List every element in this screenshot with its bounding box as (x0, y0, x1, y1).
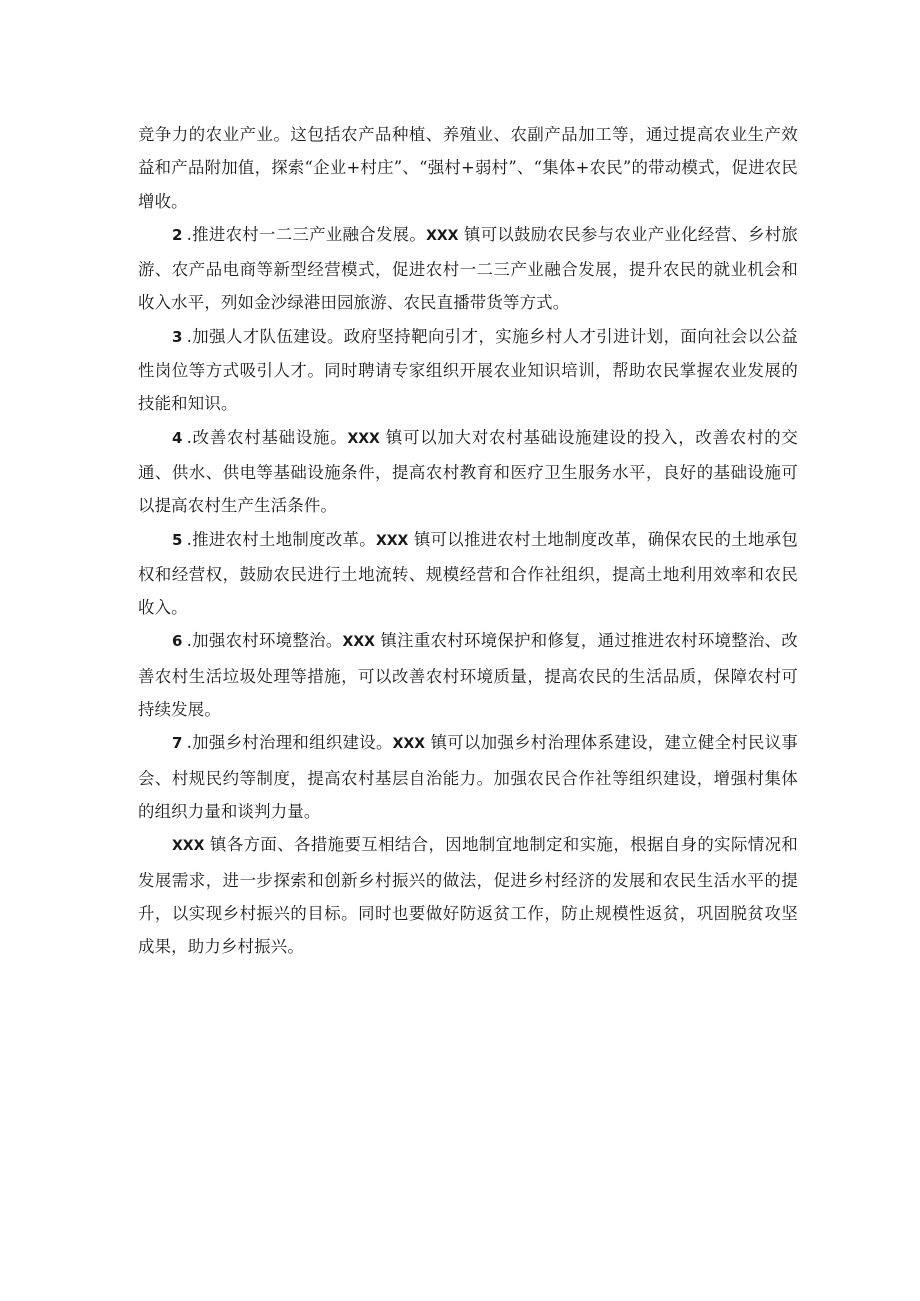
town-name: XXX (347, 430, 380, 447)
item-number: 3 (172, 327, 183, 346)
item-body: 镇可以鼓励农民参与农业产业化经营、乡村旅游、农产品电商等新型经营模式，促进农村一二三产业融合发展，提升农民的就业机会和收入水平，列如金沙绿港田园旅游、农民直播带货等方式。 (138, 224, 798, 313)
item-heading: 推进农村一二三产业融合发展。 (192, 224, 427, 244)
list-item-4 (138, 421, 798, 523)
town-name: XXX (375, 532, 409, 549)
continuation-text: 竞争力的农业产业。这包括农产品种植、养殖业、农副产品加工等，通过提高农业生产效益和产品附加值，探索“企业+村庄”、“强村+弱村”、“集体+农民”的带动模式，促进农民增收。 (138, 125, 798, 211)
town-name: XXX (172, 838, 205, 855)
town-name: XXX (392, 736, 426, 753)
continuation-paragraph (138, 118, 798, 218)
document-body (138, 118, 798, 963)
list-item-5 (138, 523, 798, 625)
list-item-3 (138, 320, 798, 421)
item-body: 镇可以加大对农村基础设施建设的投入，改善农村的交通、供水、供电等基础设施条件，提高农村教育和医疗卫生服务水平，良好的基础设施可以提高农村生产生活条件。 (138, 427, 798, 516)
item-body: 镇可以加强乡村治理体系建设，建立健全村民议事会、村规民约等制度，提高农村基层自治能力。加强农民合作社等组织建设，增强村集体的组织力量和谈判力量。 (138, 733, 798, 821)
list-item-6 (138, 624, 798, 726)
item-heading: 加强农村环境整治。 (192, 631, 343, 651)
item-body: 镇可以推进农村土地制度改革，确保农民的土地承包权和经营权，鼓励农民进行土地流转、规模经营和合作社组织，提高土地利用效率和农民收入。 (138, 529, 798, 618)
conclusion-body: 镇各方面、各措施要互相结合，因地制宜地制定和实施，根据自身的实际情况和发展需求，进一步探索和创新乡村振兴的做法，促进乡村经济的发展和农民生活水平的提升，以实现乡村振兴的目标。同时也要做好防返贫工作，防止规模性返贫，巩固脱贫攻坚成果，助力乡村振兴。 (138, 835, 798, 957)
item-number: 6 (172, 632, 183, 651)
list-item-2 (138, 218, 798, 320)
item-dot: . (186, 326, 193, 346)
item-heading: 加强人才队伍建设。 (192, 326, 344, 346)
town-name: XXX (426, 227, 459, 244)
item-number: 7 (172, 734, 183, 753)
item-dot: . (186, 631, 193, 651)
item-body: 政府坚持靶向引才，实施乡村人才引进计划，面向社会以公益性岗位等方式吸引人才。同时聘请专家组织开展农业知识培训，帮助农民掌握农业发展的技能和知识。 (138, 326, 798, 414)
list-item-7 (138, 726, 798, 828)
item-body: 镇注重农村环境保护和修复，通过推进农村环境整治、改善农村生活垃圾处理等措施，可以改善农村环境质量，提高农民的生活品质，保障农村可持续发展。 (138, 631, 798, 720)
item-dot: . (186, 224, 193, 244)
item-number: 2 (172, 225, 183, 244)
item-dot: . (186, 427, 193, 447)
item-heading: 加强乡村治理和组织建设。 (192, 733, 393, 753)
item-dot: . (186, 529, 193, 549)
conclusion-paragraph (138, 828, 798, 963)
item-dot: . (186, 733, 193, 753)
item-number: 4 (172, 428, 183, 447)
town-name: XXX (342, 634, 375, 651)
item-number: 5 (172, 530, 183, 549)
item-heading: 推进农村土地制度改革。 (192, 529, 376, 549)
item-heading: 改善农村基础设施。 (192, 427, 348, 447)
